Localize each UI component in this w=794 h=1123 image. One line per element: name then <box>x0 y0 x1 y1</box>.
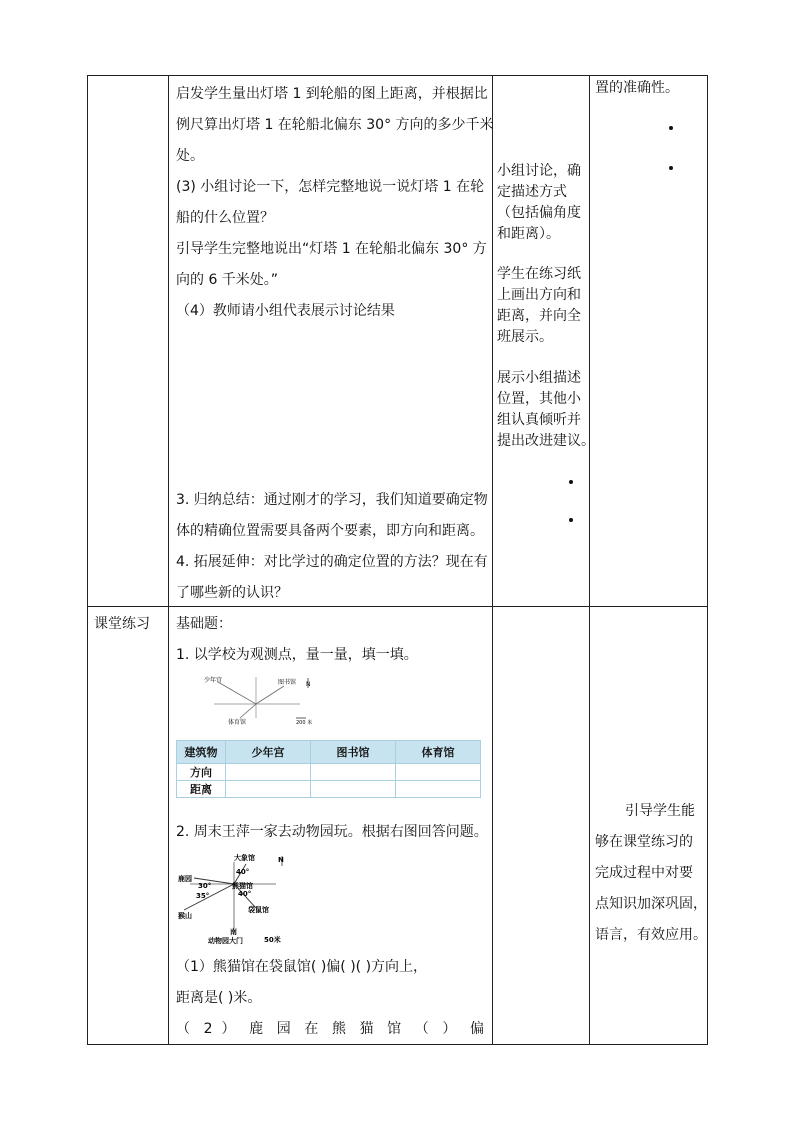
table-divider-2 <box>492 75 493 1045</box>
map2-angle: 40° <box>238 890 252 898</box>
student-activity-3-line-4: 提出改进建议。 <box>497 433 595 449</box>
student-activity-2-line-3: 距离，并向全 <box>497 308 581 324</box>
question-2-2-line: （ 2 ） 鹿 园 在 熊 猫 馆 （ ） 偏 <box>176 1021 484 1037</box>
content-line-3: 处。 <box>176 148 204 164</box>
table-border-left <box>87 75 88 1045</box>
question-1-text: 1. 以学校为观测点，量一量，填一填。 <box>176 647 418 663</box>
answer-cell[interactable] <box>226 781 311 798</box>
basic-label: 基础题： <box>176 616 232 632</box>
row-label-direction: 方向 <box>177 764 226 781</box>
answer-cell[interactable] <box>311 764 396 781</box>
student-activity-1-line-1: 小组讨论，确 <box>497 163 581 179</box>
table-border-right <box>707 75 708 1045</box>
map-zoo-diagram <box>176 850 296 948</box>
table-divider-3 <box>589 75 590 1045</box>
student-activity-3-line-2: 位置，其他小 <box>497 391 581 407</box>
bullet-dot <box>569 518 573 522</box>
table-header-youth-palace: 少年宫 <box>226 741 311 764</box>
content-line-1: 启发学生量出灯塔 1 到轮船的图上距离，并根据比 <box>176 86 488 102</box>
table-row <box>177 781 481 798</box>
practice-intent-line-1: 引导学生能 <box>625 803 695 819</box>
map2-angle: 30° <box>198 882 212 890</box>
map2-label-elephant: 大象馆 <box>234 854 255 862</box>
map2-north-label: N <box>278 856 284 864</box>
table-row <box>177 764 481 781</box>
row-divider <box>87 606 708 607</box>
map2-label-kangaroo: 袋鼠馆 <box>248 906 269 914</box>
practice-intent-line-3: 完成过程中对要 <box>595 865 693 881</box>
question-2-text: 2. 周末王萍一家去动物园玩。根据右图回答问题。 <box>176 824 488 840</box>
practice-intent-line-2: 够在课堂练习的 <box>595 834 693 850</box>
map2-label-gate: 动物园大门 <box>208 937 243 945</box>
answer-cell[interactable] <box>311 781 396 798</box>
student-activity-1-line-4: 和距离）。 <box>497 226 560 242</box>
student-activity-2-line-2: 上画出方向和 <box>497 287 581 303</box>
question-2-1-line-1: （1）熊猫馆在袋鼠馆( )偏( )( )方向上， <box>176 959 428 975</box>
answer-table <box>176 740 481 798</box>
student-activity-3-line-1: 展示小组描述 <box>497 370 581 386</box>
map1-label-stadium: 体育馆 <box>228 719 247 726</box>
answer-cell[interactable] <box>396 781 481 798</box>
table-header-stadium: 体育馆 <box>396 741 481 764</box>
bullet-dot <box>669 166 673 170</box>
map2-angle: 40° <box>236 868 250 876</box>
map1-label-youth-palace: 少年宫 <box>204 677 223 684</box>
content-line-2: 例尺算出灯塔 1 在轮船北偏东 30° 方向的多少千米 <box>176 117 494 133</box>
student-activity-1-line-3: （包括偏角度 <box>497 205 581 221</box>
summary-line-1: 3. 归纳总结：通过刚才的学习，我们知道要确定物 <box>176 492 488 508</box>
content-line-6: 引导学生完整地说出“灯塔 1 在轮船北偏东 30° 方 <box>176 241 487 257</box>
content-line-4: (3) 小组讨论一下，怎样完整地说一说灯塔 1 在轮 <box>176 179 485 195</box>
table-row <box>177 741 481 764</box>
map2-label-deer-park: 鹿园 <box>178 875 192 883</box>
bullet-dot <box>669 126 673 130</box>
map2-angle: 35° <box>196 892 210 900</box>
map1-north-label: N <box>306 681 311 688</box>
content-line-7: 向的 6 千米处。” <box>176 272 279 288</box>
map2-label-south: 南 <box>230 928 237 936</box>
table-border-bottom <box>87 1044 708 1045</box>
map1-label-library: 图书馆 <box>278 679 297 686</box>
answer-cell[interactable] <box>396 764 481 781</box>
map2-label-monkey-hill: 猴山 <box>178 912 192 920</box>
question-2-1-line-2: 距离是( )米。 <box>176 990 262 1006</box>
map2-label-panda: 熊猫馆 <box>232 882 253 890</box>
content-line-5: 船的什么位置？ <box>176 210 274 226</box>
map-school-diagram <box>196 674 326 726</box>
table-border-top <box>87 75 708 76</box>
row-label-distance: 距离 <box>177 781 226 798</box>
student-activity-2-line-1: 学生在练习纸 <box>497 266 581 282</box>
table-header-library: 图书馆 <box>311 741 396 764</box>
summary-line-2: 体的精确位置需要具备两个要素，即方向和距离。 <box>176 523 484 539</box>
content-line-8: （4）教师请小组代表展示讨论结果 <box>176 303 395 319</box>
section-label-practice: 课堂练习 <box>94 616 150 632</box>
answer-cell[interactable] <box>226 764 311 781</box>
summary-line-4: 了哪些新的认识？ <box>176 585 288 601</box>
map2-scale-label: 50米 <box>264 936 281 944</box>
student-activity-2-line-4: 班展示。 <box>497 329 553 345</box>
student-activity-1-line-2: 定描述方式 <box>497 184 567 200</box>
table-divider-1 <box>168 75 169 1045</box>
table-header-building: 建筑物 <box>177 741 226 764</box>
practice-intent-line-4: 点知识加深巩固， <box>595 896 707 912</box>
bullet-dot <box>569 480 573 484</box>
intent-text: 置的准确性。 <box>595 80 679 96</box>
summary-line-3: 4. 拓展延伸：对比学过的确定位置的方法？现在有 <box>176 554 488 570</box>
student-activity-3-line-3: 组认真倾听并 <box>497 412 581 428</box>
map1-scale-label: 200 米 <box>296 720 313 726</box>
practice-intent-line-5: 语言，有效应用。 <box>595 927 707 943</box>
